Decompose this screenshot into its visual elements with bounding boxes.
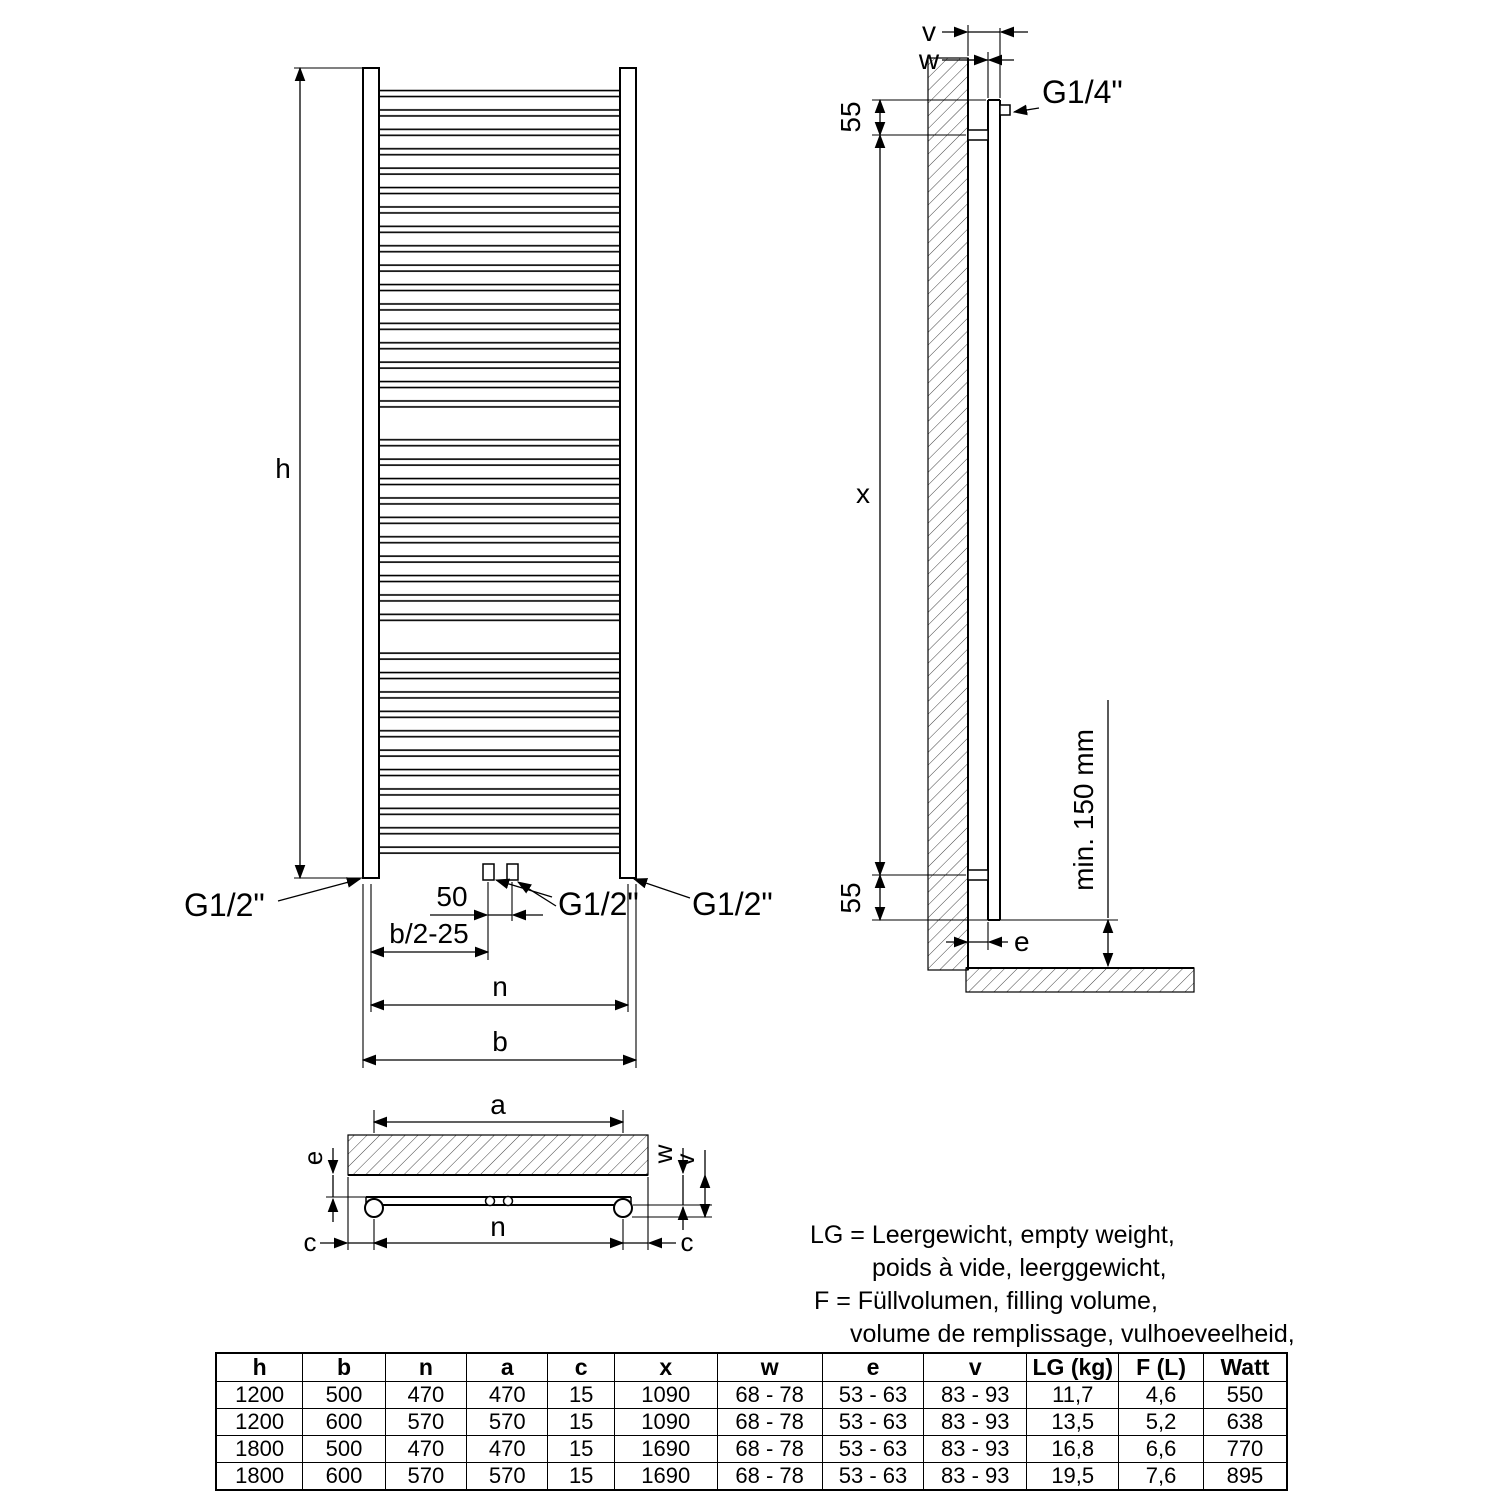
cell: 470 xyxy=(467,1436,548,1463)
cell: 53 - 63 xyxy=(822,1436,924,1463)
cell: 4,6 xyxy=(1119,1382,1204,1409)
connection-nipple-right xyxy=(507,864,518,880)
col-header-a: a xyxy=(467,1353,548,1382)
top-dim-c-right-label: c xyxy=(680,1227,694,1257)
radiator-side-profile xyxy=(988,100,1000,920)
col-header-x: x xyxy=(614,1353,717,1382)
front-view-structure xyxy=(363,68,636,880)
col-header-b: b xyxy=(303,1353,385,1382)
nipple-top-view-right xyxy=(504,1197,513,1206)
side-view-structure xyxy=(928,58,1194,992)
top-dim-c-left-label: c xyxy=(303,1227,317,1257)
cell: 83 - 93 xyxy=(924,1382,1027,1409)
side-dim-min150-label: min. 150 mm xyxy=(1068,729,1099,891)
side-dim-e-label: e xyxy=(1014,926,1030,957)
radiator-right-rail xyxy=(620,68,636,878)
cell: 83 - 93 xyxy=(924,1436,1027,1463)
col-header-lg: LG (kg) xyxy=(1027,1353,1119,1382)
cell: 15 xyxy=(548,1409,614,1436)
legend-line-1: LG = Leergewicht, empty weight, xyxy=(810,1221,1175,1249)
table-header-row xyxy=(216,1353,1287,1382)
top-view-structure xyxy=(348,1135,648,1217)
cell: 16,8 xyxy=(1027,1436,1119,1463)
rung-gap xyxy=(380,417,619,437)
cell: 7,6 xyxy=(1119,1463,1204,1491)
table-row xyxy=(216,1382,1287,1409)
cell: 500 xyxy=(303,1436,385,1463)
cell: 15 xyxy=(548,1463,614,1491)
cell: 1200 xyxy=(216,1409,303,1436)
cell: 1800 xyxy=(216,1436,303,1463)
wall-section xyxy=(928,58,968,970)
wall-section-top xyxy=(348,1135,648,1175)
cell: 1090 xyxy=(614,1409,717,1436)
legend-line-3: F = Füllvolumen, filling volume, xyxy=(814,1287,1158,1315)
cell: 15 xyxy=(548,1436,614,1463)
col-header-w: w xyxy=(717,1353,822,1382)
cell: 1690 xyxy=(614,1436,717,1463)
col-header-e: e xyxy=(822,1353,924,1382)
front-dim-b2-label: b/2-25 xyxy=(389,918,469,949)
front-dim-h-label: h xyxy=(275,453,291,484)
cell: 6,6 xyxy=(1119,1436,1204,1463)
cell: 19,5 xyxy=(1027,1463,1119,1491)
radiator-left-rail xyxy=(363,68,379,878)
front-g12-mid-label: G1/2" xyxy=(558,886,639,922)
side-dim-55bot-label: 55 xyxy=(835,882,866,914)
side-dim-v-label: v xyxy=(922,16,936,47)
cell: 15 xyxy=(548,1382,614,1409)
cell: 11,7 xyxy=(1027,1382,1119,1409)
floor-section xyxy=(966,968,1194,992)
cell: 68 - 78 xyxy=(717,1436,822,1463)
cell: 600 xyxy=(303,1463,385,1491)
col-header-h: h xyxy=(216,1353,303,1382)
front-g12-left-label: G1/2" xyxy=(184,887,265,923)
legend-line-2: poids à vide, leerggewicht, xyxy=(872,1254,1167,1282)
wall-bracket-bottom xyxy=(968,870,988,880)
top-dim-n-label: n xyxy=(490,1211,506,1242)
cell: 68 - 78 xyxy=(717,1463,822,1491)
side-g14-label: G1/4" xyxy=(1042,74,1123,110)
cell: 570 xyxy=(385,1463,466,1491)
cell: 1690 xyxy=(614,1463,717,1491)
cell: 1090 xyxy=(614,1382,717,1409)
front-dim-n-label: n xyxy=(492,971,508,1002)
side-view-dimensions xyxy=(835,16,1123,966)
cell: 500 xyxy=(303,1382,385,1409)
cell: 83 - 93 xyxy=(924,1409,1027,1436)
cell: 68 - 78 xyxy=(717,1409,822,1436)
air-vent-valve xyxy=(1000,105,1010,115)
cell: 13,5 xyxy=(1027,1409,1119,1436)
connection-nipple-left xyxy=(483,864,494,880)
top-dim-v-label: v xyxy=(670,1153,700,1167)
cell: 53 - 63 xyxy=(822,1382,924,1409)
cell: 570 xyxy=(467,1409,548,1436)
front-g12-right-label: G1/2" xyxy=(692,886,773,922)
cell: 470 xyxy=(385,1382,466,1409)
cell: 1800 xyxy=(216,1463,303,1491)
table-row xyxy=(216,1463,1287,1491)
nipple-top-view-left xyxy=(486,1197,495,1206)
cell: 1200 xyxy=(216,1382,303,1409)
col-header-v: v xyxy=(924,1353,1027,1382)
cell: 68 - 78 xyxy=(717,1382,822,1409)
top-dim-w-label: w xyxy=(648,1144,678,1164)
table-row xyxy=(216,1436,1287,1463)
wall-bracket-top xyxy=(968,130,988,140)
side-dim-55top-label: 55 xyxy=(835,101,866,133)
cell: 770 xyxy=(1203,1436,1287,1463)
cell: 470 xyxy=(467,1382,548,1409)
rail-top-view-right xyxy=(614,1199,632,1217)
cell: 53 - 63 xyxy=(822,1409,924,1436)
top-dim-e-label: e xyxy=(298,1150,328,1166)
top-dim-a-label: a xyxy=(490,1089,506,1120)
cell: 570 xyxy=(467,1463,548,1491)
radiator-rungs xyxy=(379,88,620,864)
cell: 895 xyxy=(1203,1463,1287,1491)
col-header-f: F (L) xyxy=(1119,1353,1204,1382)
col-header-n: n xyxy=(385,1353,466,1382)
side-dim-x-label: x xyxy=(856,478,870,509)
table-row xyxy=(216,1409,1287,1436)
cell: 5,2 xyxy=(1119,1409,1204,1436)
col-header-watt: Watt xyxy=(1203,1353,1287,1382)
cell: 570 xyxy=(385,1409,466,1436)
cell: 53 - 63 xyxy=(822,1463,924,1491)
rail-top-view-left xyxy=(365,1199,383,1217)
cell: 600 xyxy=(303,1409,385,1436)
cell: 83 - 93 xyxy=(924,1463,1027,1491)
cell: 550 xyxy=(1203,1382,1287,1409)
front-dim-50-label: 50 xyxy=(436,881,468,912)
legend xyxy=(810,1221,1295,1348)
front-dim-b-label: b xyxy=(492,1026,508,1057)
legend-line-4: volume de remplissage, vulhoeveelheid, xyxy=(850,1320,1295,1348)
cell: 470 xyxy=(385,1436,466,1463)
spec-table xyxy=(215,1352,1288,1491)
cell: 638 xyxy=(1203,1409,1287,1436)
rung-gap xyxy=(380,630,619,651)
side-dim-w-label: w xyxy=(918,44,940,75)
col-header-c: c xyxy=(548,1353,614,1382)
